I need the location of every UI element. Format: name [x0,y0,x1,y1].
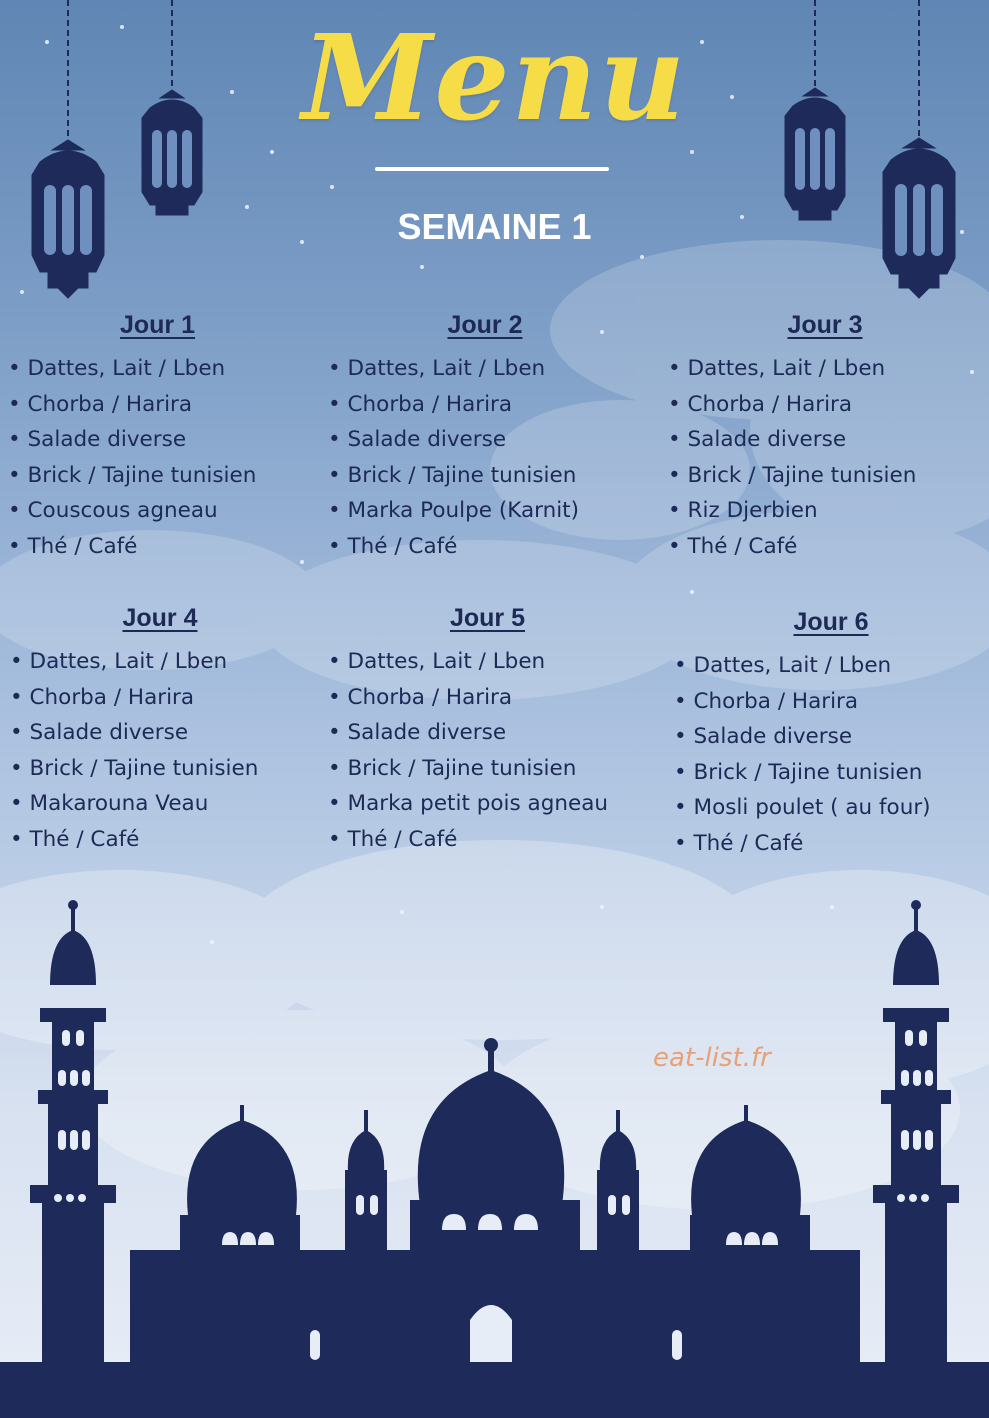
dish-item: • Salade diverse [328,422,650,458]
dish-item: • Salade diverse [328,715,655,751]
watermark-text: eat-list.fr [653,1043,771,1073]
dish-item: • Salade diverse [668,422,980,458]
dish-item: • Thé / Café [328,822,655,858]
dish-item: • Riz Djerbien [668,493,980,529]
dish-item: • Brick / Tajine tunisien [668,458,980,494]
dish-item: • Salade diverse [10,715,320,751]
dish-item: • Brick / Tajine tunisien [328,751,655,787]
dish-item: • Salade diverse [674,719,986,755]
dish-item: • Thé / Café [674,826,986,862]
dish-item: • Chorba / Harira [674,684,986,720]
dish-item: • Brick / Tajine tunisien [8,458,315,494]
day-title: Jour 3 [787,311,863,339]
dish-item: • Dattes, Lait / Lben [328,644,655,680]
dish-item: • Brick / Tajine tunisien [674,755,986,791]
day-title: Jour 2 [447,311,523,339]
dish-item: • Chorba / Harira [8,387,315,423]
dish-item: • Dattes, Lait / Lben [674,648,986,684]
dish-item: • Thé / Café [10,822,320,858]
dish-item: • Dattes, Lait / Lben [328,351,650,387]
dish-item: • Thé / Café [8,529,315,565]
dish-item: • Brick / Tajine tunisien [328,458,650,494]
dish-item: • Marka petit pois agneau [328,786,655,822]
day-title: Jour 6 [793,608,869,636]
dish-item: • Chorba / Harira [668,387,980,423]
dish-item: • Dattes, Lait / Lben [8,351,315,387]
day-title: Jour 4 [122,604,198,632]
dish-item: • Marka Poulpe (Karnit) [328,493,650,529]
dish-item: • Chorba / Harira [328,680,655,716]
dish-item: • Dattes, Lait / Lben [10,644,320,680]
dish-item: • Brick / Tajine tunisien [10,751,320,787]
dish-item: • Chorba / Harira [328,387,650,423]
dish-item: • Thé / Café [668,529,980,565]
week-heading: SEMAINE 1 [397,206,592,247]
dish-item: • Makarouna Veau [10,786,320,822]
dish-item: • Couscous agneau [8,493,315,529]
menu-title: Menu [301,8,688,147]
dish-item: • Salade diverse [8,422,315,458]
dish-item: • Chorba / Harira [10,680,320,716]
day-title: Jour 5 [449,604,526,632]
dish-item: • Dattes, Lait / Lben [668,351,980,387]
dish-item: • Thé / Café [328,529,650,565]
dish-item: • Mosli poulet ( au four) [674,790,986,826]
day-title: Jour 1 [119,311,196,339]
